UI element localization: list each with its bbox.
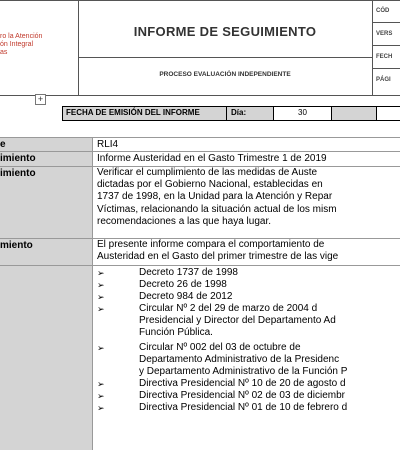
document-subtitle: PROCESO EVALUACIÓN INDEPENDIENTE bbox=[159, 71, 291, 78]
paragraph-line: recomendaciones a las que haya lugar. bbox=[97, 215, 272, 227]
report-code: RLI4 bbox=[97, 139, 119, 150]
report-name: Informe Austeridad en el Gasto Trimestre 1 de 2019 bbox=[97, 153, 327, 164]
page-label: PÁGI bbox=[376, 77, 391, 83]
day-value: 30 bbox=[298, 108, 307, 117]
report-scope bbox=[97, 239, 400, 263]
regulations-list bbox=[97, 267, 400, 414]
paragraph-line: Austeridad en el Gasto del primer trimestre de las vige bbox=[97, 251, 339, 263]
logo-text bbox=[0, 33, 76, 57]
bullet-arrow-icon: ➢ bbox=[97, 391, 105, 401]
paragraph-line: Víctimas, relacionando la situación actual de los mism bbox=[97, 203, 337, 215]
row-label-scope: miento bbox=[0, 240, 33, 251]
day-label: Día: bbox=[231, 108, 247, 117]
list-item: ➢ Decreto 1737 de 1998 bbox=[97, 267, 238, 278]
bullet-arrow-icon: ➢ bbox=[97, 280, 105, 290]
logo-line: ón Integral bbox=[0, 41, 34, 48]
version-label: VERS bbox=[376, 31, 393, 37]
bullet-arrow-icon: ➢ bbox=[97, 403, 105, 413]
list-item: ➢ Decreto 984 de 2012 bbox=[97, 291, 233, 302]
code-label: CÓD bbox=[376, 8, 390, 14]
list-item: ➢ Directiva Presidencial Nº 01 de 10 de febrero d bbox=[97, 402, 348, 413]
table-move-handle-icon[interactable]: + bbox=[35, 94, 46, 105]
paragraph-line: dictadas por el Gobierno Nacional, establecidas en bbox=[97, 179, 323, 191]
bullet-arrow-icon: ➢ bbox=[97, 343, 105, 353]
row-label-name: imiento bbox=[0, 153, 36, 164]
paragraph-line: Verificar el cumplimiento de las medidas de Auste bbox=[97, 167, 318, 178]
list-item: ➢ Decreto 26 de 1998 bbox=[97, 279, 227, 290]
document-title: INFORME DE SEGUIMIENTO bbox=[133, 24, 317, 39]
bullet-arrow-icon: ➢ bbox=[97, 379, 105, 389]
bullet-arrow-icon: ➢ bbox=[97, 268, 105, 278]
list-item: ➢ Directiva Presidencial Nº 10 de 20 de agosto d bbox=[97, 378, 346, 389]
paragraph-line: El presente informe compara el comportamiento de bbox=[97, 239, 325, 250]
date-label: FECH bbox=[376, 54, 393, 60]
report-objective bbox=[97, 167, 400, 228]
bullet-arrow-icon: ➢ bbox=[97, 304, 105, 314]
logo-line: as bbox=[0, 49, 8, 56]
row-label-objective: imiento bbox=[0, 168, 36, 179]
logo-line: ro la Atención bbox=[0, 33, 43, 40]
list-item: ➢ Circular Nº 002 del 03 de octubre de Departamento Administrativo de la Presidenc y Departamento Administrativo de la Función P bbox=[97, 342, 348, 377]
list-item: ➢ Circular Nº 2 del 29 de marzo de 2004 d Presidencial y Director del Departamento Ad Función Pública. bbox=[97, 303, 336, 338]
list-item: ➢ Directiva Presidencial Nº 02 de 03 de diciembr bbox=[97, 390, 345, 401]
bullet-arrow-icon: ➢ bbox=[97, 292, 105, 302]
row-label-code: e bbox=[0, 139, 6, 150]
emission-label: FECHA DE EMISIÓN DEL INFORME bbox=[66, 108, 200, 117]
paragraph-line: 1737 de 1998, en la Unidad para la Atención y Repar bbox=[97, 191, 333, 203]
